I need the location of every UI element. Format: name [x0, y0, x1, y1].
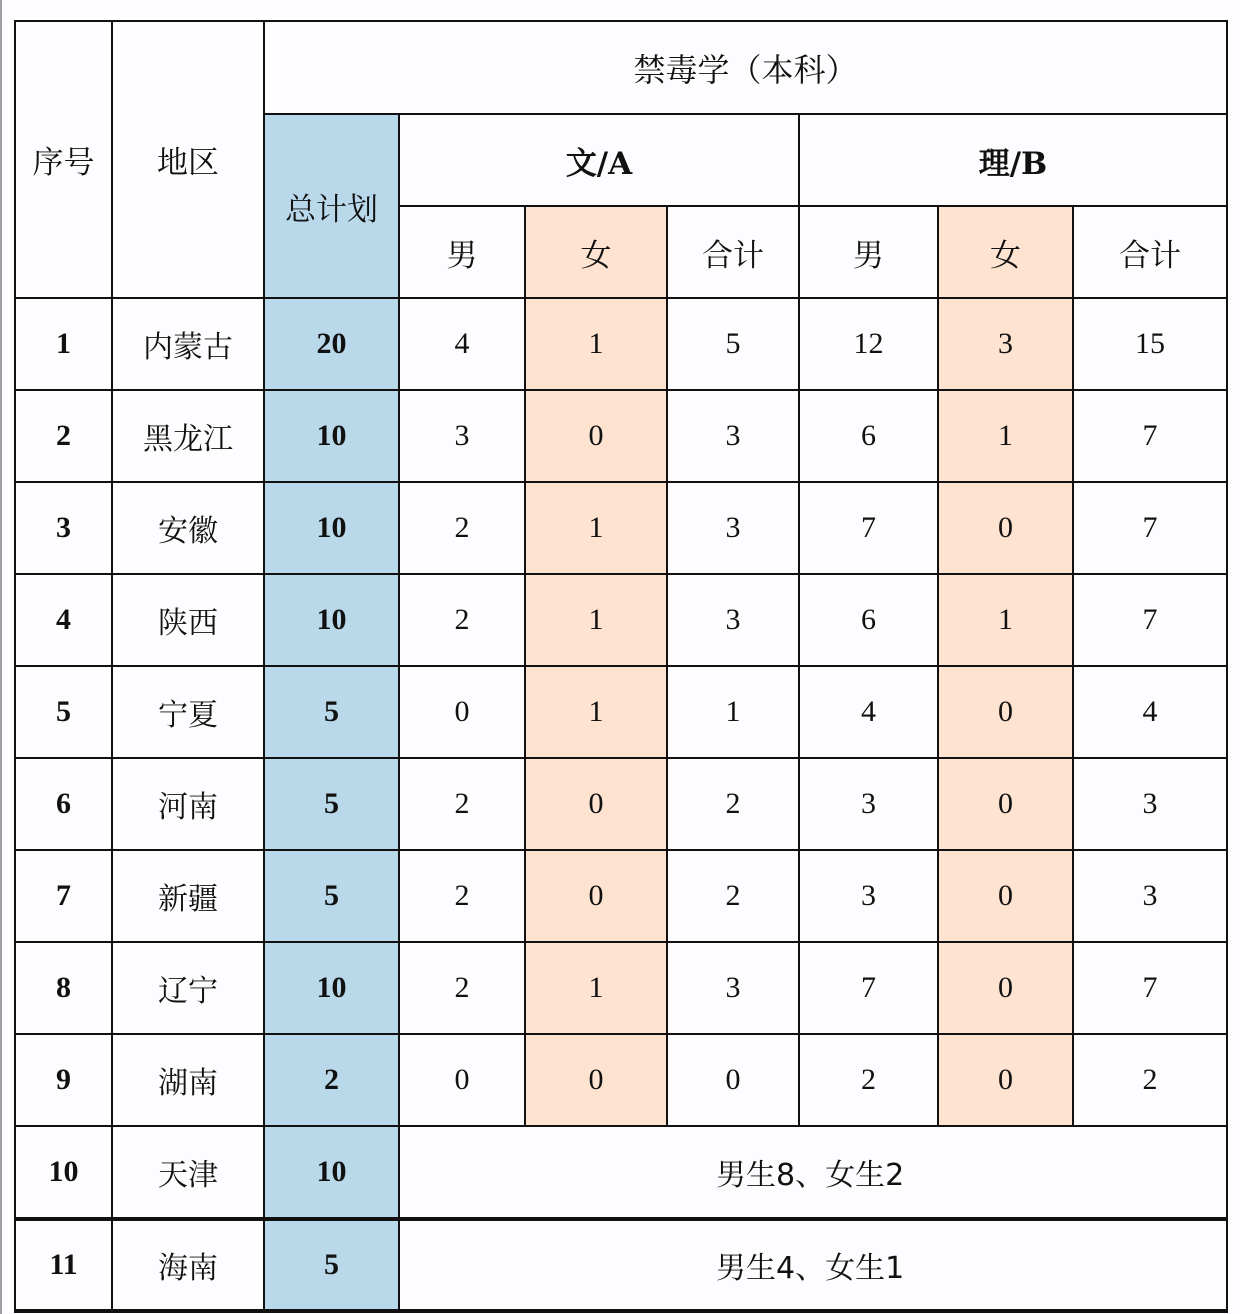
row-a-total: 2	[667, 850, 799, 942]
row-a-male: 2	[399, 942, 525, 1034]
row-region: 安徽	[112, 482, 264, 574]
row-b-male: 2	[799, 1034, 938, 1126]
row-seq: 6	[15, 758, 112, 850]
header-group-a: 文/A	[399, 114, 799, 206]
row-a-male: 2	[399, 850, 525, 942]
row-b-total: 2	[1073, 1034, 1227, 1126]
row-total: 2	[264, 1034, 399, 1126]
row-total: 5	[264, 1219, 399, 1311]
row-b-female: 0	[938, 666, 1073, 758]
table-row	[15, 758, 1227, 850]
row-region: 宁夏	[112, 666, 264, 758]
table-row-merged	[15, 1219, 1227, 1311]
row-b-female: 0	[938, 758, 1073, 850]
row-b-female: 1	[938, 574, 1073, 666]
row-b-total: 7	[1073, 942, 1227, 1034]
table-row	[15, 390, 1227, 482]
header-b-female: 女	[938, 206, 1073, 298]
row-a-female: 0	[525, 758, 667, 850]
header-b-male: 男	[799, 206, 938, 298]
row-seq: 5	[15, 666, 112, 758]
header-region: 地区	[112, 21, 264, 298]
table-title: 禁毒学（本科）	[264, 21, 1227, 114]
table-row	[15, 482, 1227, 574]
admission-plan-table	[14, 20, 1228, 1313]
row-a-male: 0	[399, 1034, 525, 1126]
row-seq: 10	[15, 1126, 112, 1219]
row-a-female: 0	[525, 390, 667, 482]
row-b-male: 7	[799, 942, 938, 1034]
row-total: 5	[264, 850, 399, 942]
row-b-male: 6	[799, 390, 938, 482]
table-row-merged	[15, 1126, 1227, 1219]
row-a-male: 4	[399, 298, 525, 390]
row-b-female: 0	[938, 850, 1073, 942]
row-region: 内蒙古	[112, 298, 264, 390]
row-seq: 9	[15, 1034, 112, 1126]
row-seq: 2	[15, 390, 112, 482]
row-b-total: 7	[1073, 574, 1227, 666]
row-a-male: 3	[399, 390, 525, 482]
row-a-total: 0	[667, 1034, 799, 1126]
row-total: 10	[264, 574, 399, 666]
row-region: 陕西	[112, 574, 264, 666]
left-edge-bar	[0, 0, 2, 1314]
row-b-female: 0	[938, 482, 1073, 574]
row-seq: 3	[15, 482, 112, 574]
row-region: 湖南	[112, 1034, 264, 1126]
row-seq: 4	[15, 574, 112, 666]
table-row	[15, 942, 1227, 1034]
row-a-total: 3	[667, 574, 799, 666]
row-b-male: 3	[799, 758, 938, 850]
row-b-male: 12	[799, 298, 938, 390]
table-row	[15, 298, 1227, 390]
row-total: 5	[264, 758, 399, 850]
row-a-female: 1	[525, 298, 667, 390]
row-a-female: 1	[525, 574, 667, 666]
row-b-female: 0	[938, 942, 1073, 1034]
header-a-female: 女	[525, 206, 667, 298]
row-b-female: 1	[938, 390, 1073, 482]
row-a-total: 5	[667, 298, 799, 390]
header-b-subtotal: 合计	[1073, 206, 1227, 298]
row-region: 天津	[112, 1126, 264, 1219]
row-b-male: 4	[799, 666, 938, 758]
row-b-female: 3	[938, 298, 1073, 390]
table-row	[15, 850, 1227, 942]
header-total-plan: 总计划	[264, 114, 399, 298]
row-region: 河南	[112, 758, 264, 850]
row-region: 新疆	[112, 850, 264, 942]
row-region: 辽宁	[112, 942, 264, 1034]
row-a-total: 3	[667, 482, 799, 574]
row-total: 10	[264, 1126, 399, 1219]
row-total: 10	[264, 942, 399, 1034]
row-a-female: 1	[525, 942, 667, 1034]
row-region: 黑龙江	[112, 390, 264, 482]
table-row	[15, 574, 1227, 666]
row-b-total: 3	[1073, 758, 1227, 850]
row-b-total: 4	[1073, 666, 1227, 758]
row-b-female: 0	[938, 1034, 1073, 1126]
row-a-female: 1	[525, 666, 667, 758]
row-seq: 1	[15, 298, 112, 390]
row-a-total: 2	[667, 758, 799, 850]
row-total: 20	[264, 298, 399, 390]
row-a-total: 1	[667, 666, 799, 758]
header-group-b: 理/B	[799, 114, 1227, 206]
row-b-total: 7	[1073, 390, 1227, 482]
header-a-male: 男	[399, 206, 525, 298]
row-seq: 11	[15, 1219, 112, 1311]
row-total: 10	[264, 482, 399, 574]
row-gender-note: 男生8、女生2	[399, 1126, 1227, 1219]
table-row	[15, 1034, 1227, 1126]
row-a-total: 3	[667, 942, 799, 1034]
row-a-male: 2	[399, 482, 525, 574]
table-row	[15, 666, 1227, 758]
row-seq: 8	[15, 942, 112, 1034]
row-b-male: 6	[799, 574, 938, 666]
row-a-male: 0	[399, 666, 525, 758]
row-a-male: 2	[399, 758, 525, 850]
row-a-female: 0	[525, 1034, 667, 1126]
header-a-subtotal: 合计	[667, 206, 799, 298]
row-a-female: 1	[525, 482, 667, 574]
row-b-male: 3	[799, 850, 938, 942]
row-total: 10	[264, 390, 399, 482]
row-a-female: 0	[525, 850, 667, 942]
row-b-total: 15	[1073, 298, 1227, 390]
row-b-male: 7	[799, 482, 938, 574]
row-a-male: 2	[399, 574, 525, 666]
header-seq: 序号	[15, 21, 112, 298]
row-gender-note: 男生4、女生1	[399, 1219, 1227, 1311]
row-b-total: 7	[1073, 482, 1227, 574]
row-region: 海南	[112, 1219, 264, 1311]
row-total: 5	[264, 666, 399, 758]
row-seq: 7	[15, 850, 112, 942]
row-a-total: 3	[667, 390, 799, 482]
row-b-total: 3	[1073, 850, 1227, 942]
